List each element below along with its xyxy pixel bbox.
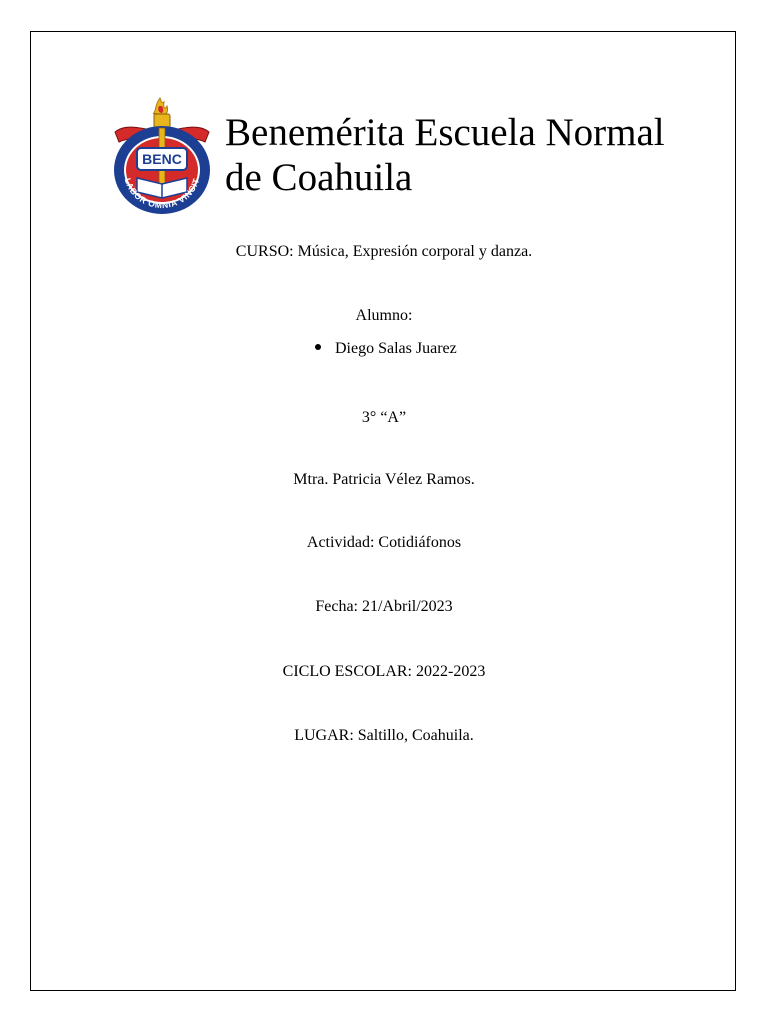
document-page bbox=[30, 31, 736, 991]
course-line: CURSO: Música, Expresión corporal y danza. bbox=[235, 243, 533, 260]
school-name-line2: de Coahuila bbox=[225, 156, 413, 199]
document-header bbox=[107, 92, 663, 216]
place-line: LUGAR: Saltillo, Coahuila. bbox=[294, 727, 474, 744]
school-name bbox=[225, 110, 665, 200]
group-line: 3° “A” bbox=[361, 409, 407, 426]
school-cycle-line: CICLO ESCOLAR: 2022-2023 bbox=[282, 663, 486, 680]
school-crest-logo bbox=[107, 92, 217, 216]
student-name: Diego Salas Juarez bbox=[335, 340, 457, 357]
school-name-line1: Benemérita Escuela Normal bbox=[225, 111, 665, 154]
date-line: Fecha: 21/Abril/2023 bbox=[315, 598, 453, 615]
logo-motto: LABOR OMNIA VINCIT bbox=[122, 176, 202, 211]
student-label: Alumno: bbox=[355, 307, 413, 324]
activity-line: Actividad: Cotidiáfonos bbox=[306, 534, 462, 551]
bullet-icon bbox=[315, 344, 321, 350]
teacher-line: Mtra. Patricia Vélez Ramos. bbox=[293, 471, 475, 488]
student-list-item bbox=[315, 339, 457, 359]
logo-text: BENC bbox=[142, 151, 182, 167]
